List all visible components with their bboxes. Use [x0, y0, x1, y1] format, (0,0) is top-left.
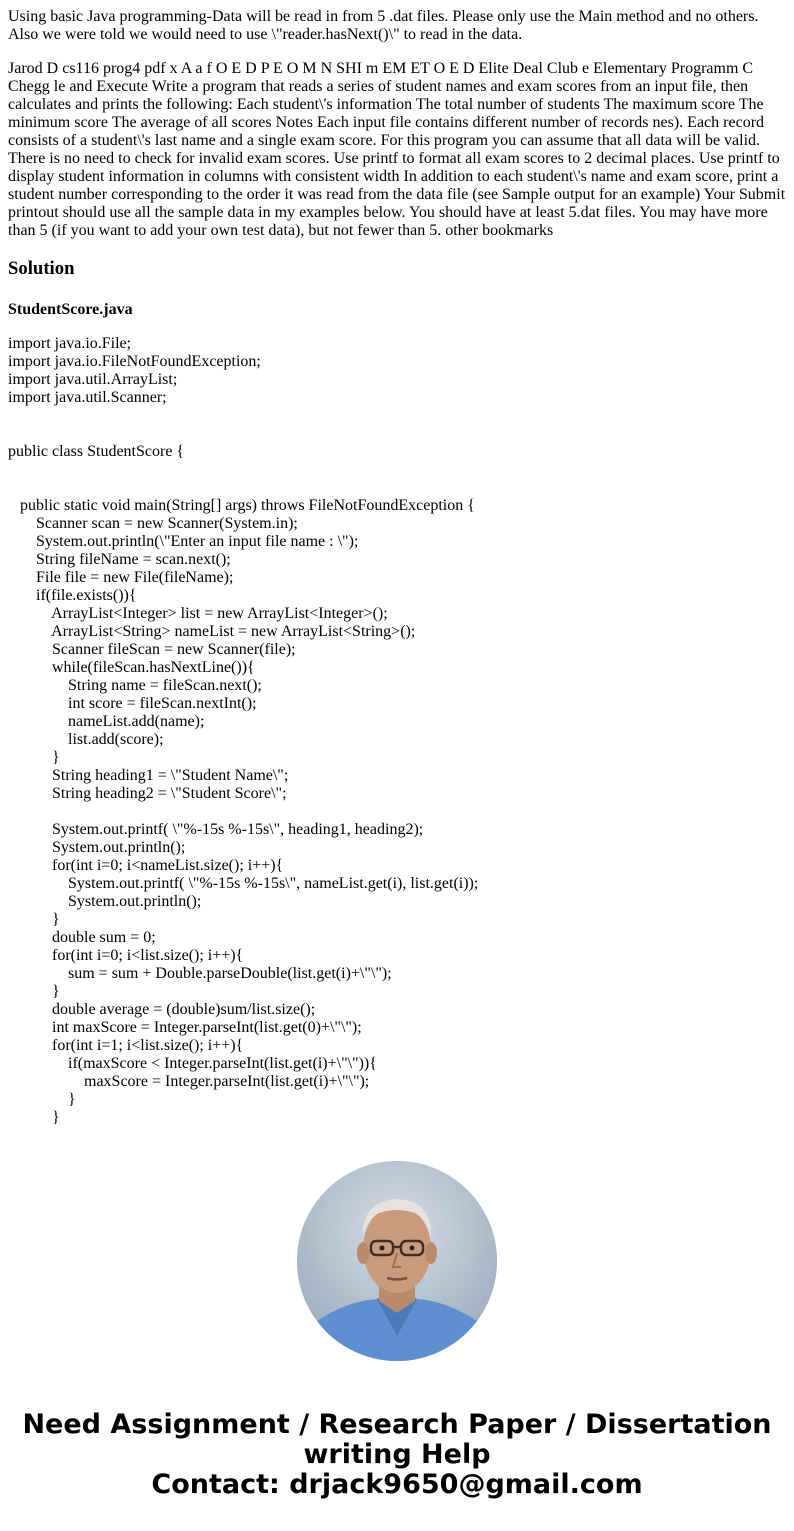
- code-line: [8, 461, 786, 479]
- code-line: String name = fileScan.next();: [8, 677, 262, 694]
- code-line: String heading2 = \"Student Score\";: [8, 785, 287, 802]
- code-line: String heading1 = \"Student Name\";: [8, 767, 289, 784]
- code-line: double sum = 0;: [8, 929, 156, 946]
- code-line: list.add(score);: [8, 731, 164, 748]
- footer-line-2: writing Help: [303, 1439, 491, 1470]
- code-line: int maxScore = Integer.parseInt(list.get(0)+\"\");: [8, 1019, 362, 1036]
- code-line: for(int i=0; i<list.size(); i++){: [8, 947, 244, 964]
- code-line: Scanner scan = new Scanner(System.in);: [8, 515, 298, 532]
- code-line: }: [8, 1109, 60, 1126]
- question-body: Jarod D cs116 prog4 pdf x A a f O E D P E O M N SHI m EM ET O E D Elite Deal Club e Elementary Programm C Chegg le and Execute Write a program that reads a series of student names and exam scores from an input file, then calculates and prints the following: Each student\'s information The total number of students The maximum score The minimum score The average of all scores Notes Each input file contains different number of records nes). Each record consists of a student\'s last name and a single exam score. For this program you can assume that all data will be valid. There is no need to check for invalid exam scores. Use printf to format all exam scores to 2 decimal places. Use printf to display student information in columns with consistent width In addition to each student\'s name and exam score, print a student number corresponding to the order it was read from the data file (see Sample output for an example) Your Submit printout should use all the sample data in my examples below. You should have at least 5.dat files. You may have more than 5 (if you want to add your own test data), but not fewer than 5. other bookmarks: [8, 60, 786, 239]
- code-line: System.out.printf( \"%-15s %-15s\", heading1, heading2);: [8, 821, 424, 838]
- code-line: [8, 803, 786, 821]
- code-block: [8, 335, 786, 1127]
- code-line: public static void main(String[] args) throws FileNotFoundException {: [8, 497, 475, 514]
- footer-contact: Contact: drjack9650@gmail.com: [151, 1469, 643, 1500]
- code-line: int score = fileScan.nextInt();: [8, 695, 257, 712]
- code-line: import java.io.File;: [8, 335, 132, 352]
- code-line: System.out.println();: [8, 893, 202, 910]
- code-line: import java.io.FileNotFoundException;: [8, 353, 261, 370]
- code-line: }: [8, 983, 60, 1000]
- avatar: [297, 1161, 497, 1361]
- code-line: public class StudentScore {: [8, 443, 185, 460]
- document-content: [0, 8, 794, 1127]
- code-line: ArrayList<String> nameList = new ArrayList<String>();: [8, 623, 416, 640]
- code-line: }: [8, 911, 60, 928]
- code-line: [8, 407, 786, 425]
- code-line: if(maxScore < Integer.parseInt(list.get(i)+\"\")){: [8, 1055, 377, 1072]
- footer-banner: [0, 1410, 794, 1500]
- file-name-heading: StudentScore.java: [8, 301, 133, 318]
- code-line: }: [8, 749, 60, 766]
- code-line: Scanner fileScan = new Scanner(file);: [8, 641, 296, 658]
- footer-line-1: Need Assignment / Research Paper / Dissertation: [22, 1409, 772, 1440]
- code-line: System.out.println();: [8, 839, 186, 856]
- code-line: [8, 479, 786, 497]
- code-line: }: [8, 1091, 76, 1108]
- code-line: maxScore = Integer.parseInt(list.get(i)+\"\");: [8, 1073, 370, 1090]
- code-line: nameList.add(name);: [8, 713, 205, 730]
- code-line: for(int i=1; i<list.size(); i++){: [8, 1037, 244, 1054]
- code-line: ArrayList<Integer> list = new ArrayList<Integer>();: [8, 605, 388, 622]
- code-line: import java.util.Scanner;: [8, 389, 167, 406]
- code-line: double average = (double)sum/list.size();: [8, 1001, 316, 1018]
- code-line: import java.util.ArrayList;: [8, 371, 178, 388]
- code-line: String fileName = scan.next();: [8, 551, 231, 568]
- code-line: if(file.exists()){: [8, 587, 137, 604]
- code-line: System.out.printf( \"%-15s %-15s\", nameList.get(i), list.get(i));: [8, 875, 479, 892]
- question-intro: Using basic Java programming-Data will be read in from 5 .dat files. Please only use the Main method and no others. Also we were told we would need to use \"reader.hasNext()\" to read in the data.: [8, 8, 759, 43]
- code-line: while(fileScan.hasNextLine()){: [8, 659, 255, 676]
- code-line: System.out.println(\"Enter an input file name : \");: [8, 533, 359, 550]
- code-line: sum = sum + Double.parseDouble(list.get(i)+\"\");: [8, 965, 392, 982]
- solution-heading: Solution: [8, 258, 75, 279]
- person-photo-icon: [297, 1161, 497, 1361]
- code-line: for(int i=0; i<nameList.size(); i++){: [8, 857, 284, 874]
- code-line: [8, 425, 786, 443]
- code-line: File file = new File(fileName);: [8, 569, 234, 586]
